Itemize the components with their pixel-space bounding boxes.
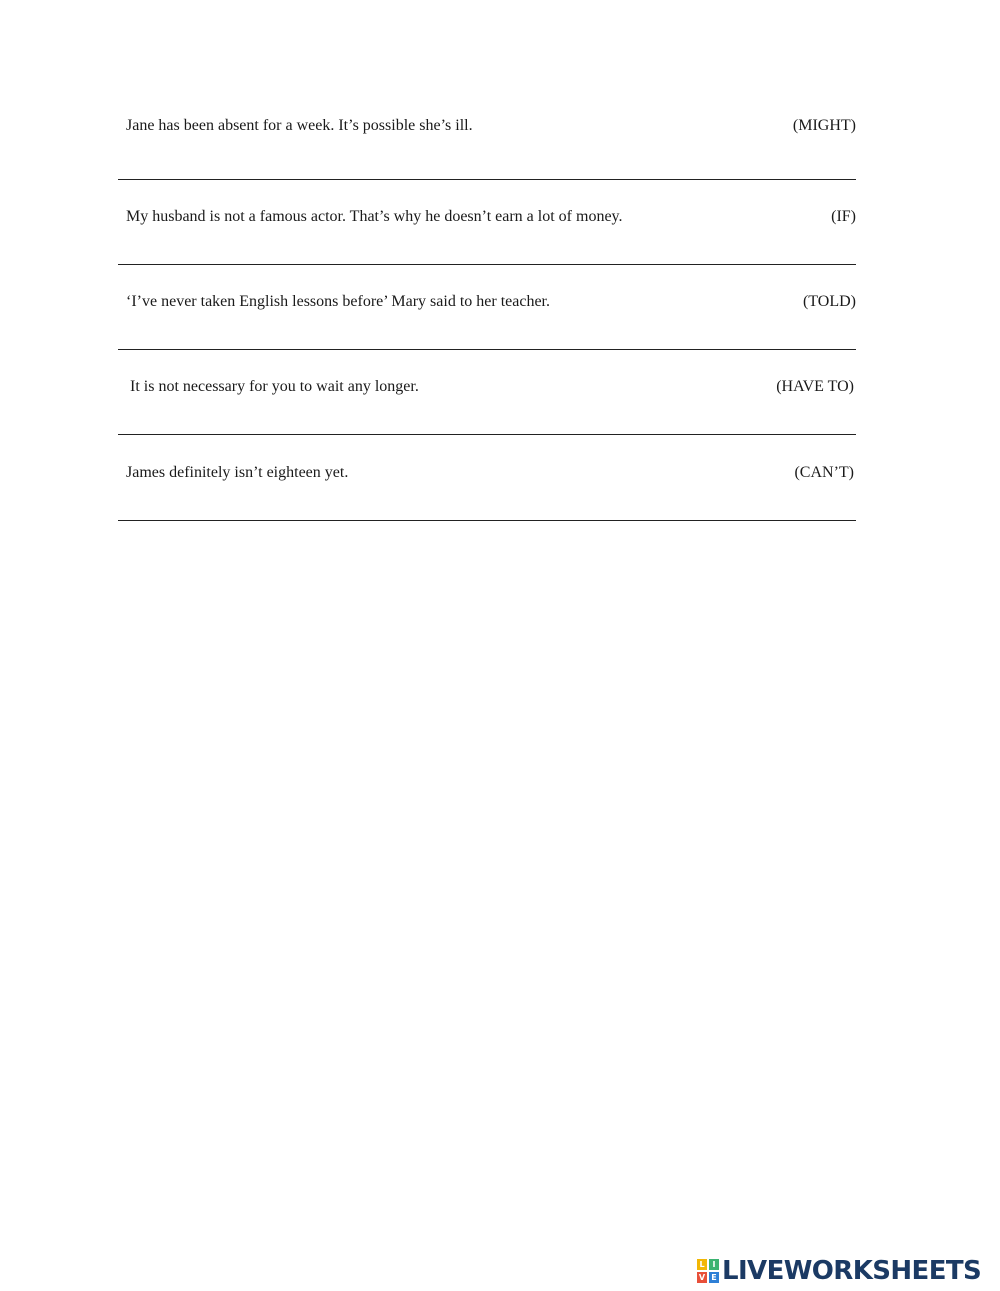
sentence-5: James definitely isn’t eighteen yet. bbox=[126, 464, 349, 481]
answer-line-1[interactable] bbox=[118, 179, 856, 180]
sentence-4: It is not necessary for you to wait any longer. bbox=[126, 378, 419, 395]
logo-mark-letter: E bbox=[709, 1272, 719, 1283]
sentence-3: ‘I’ve never taken English lessons before’ Mary said to her teacher. bbox=[126, 293, 550, 310]
logo-mark-letter: V bbox=[698, 1273, 706, 1282]
answer-line-4[interactable] bbox=[118, 434, 856, 435]
answer-line-3[interactable] bbox=[118, 349, 856, 350]
logo-mark-letter: I bbox=[709, 1259, 719, 1270]
logo-mark-icon bbox=[697, 1259, 719, 1283]
keyword-5: (CAN’T) bbox=[794, 464, 854, 481]
sentence-2: My husband is not a famous actor. That’s why he doesn’t earn a lot of money. bbox=[126, 208, 623, 225]
sentence-1: Jane has been absent for a week. It’s possible she’s ill. bbox=[126, 117, 473, 134]
keyword-2: (IF) bbox=[831, 208, 856, 225]
liveworksheets-logo bbox=[697, 1257, 981, 1285]
logo-mark-letter: L bbox=[697, 1259, 707, 1270]
keyword-1: (MIGHT) bbox=[792, 117, 856, 134]
logo-text: LIVEWORKSHEETS bbox=[722, 1256, 982, 1286]
answer-line-5[interactable] bbox=[118, 520, 856, 521]
keyword-3: (TOLD) bbox=[802, 293, 856, 310]
answer-line-2[interactable] bbox=[118, 264, 856, 265]
keyword-4: (HAVE TO) bbox=[776, 378, 854, 395]
